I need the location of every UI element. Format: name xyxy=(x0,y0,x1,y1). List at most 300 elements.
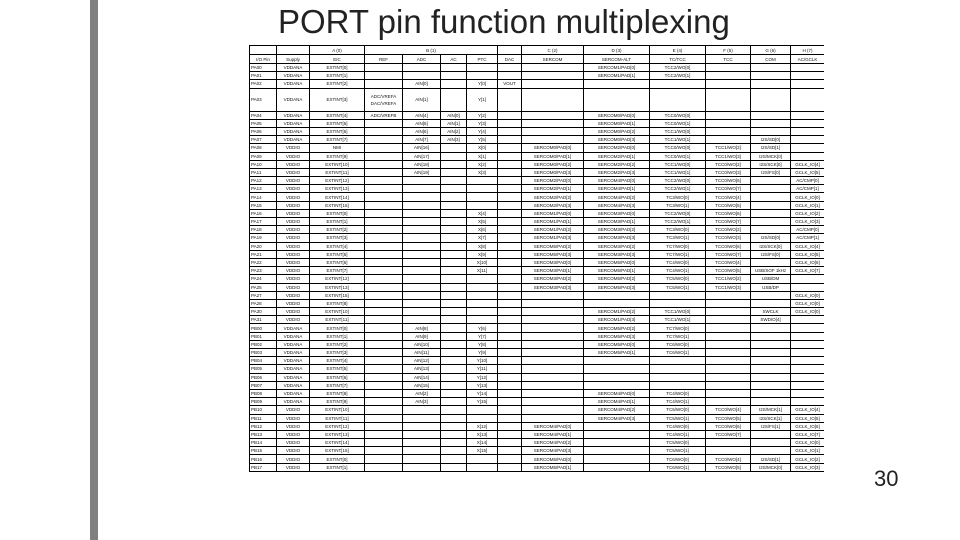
table-cell: VDDIO xyxy=(277,177,310,185)
pin-cell: PB06 xyxy=(250,373,277,381)
table-cell xyxy=(441,275,467,283)
table-cell: SWDIO[4] xyxy=(751,316,791,324)
table-cell xyxy=(441,193,467,201)
table-cell: TC6/WO[0] xyxy=(650,340,706,348)
table-cell: EXTINT[13] xyxy=(310,185,365,193)
table-cell: VDDANA xyxy=(277,332,310,340)
table-cell xyxy=(498,218,522,226)
table-cell xyxy=(365,127,403,135)
table-cell: VDDANA xyxy=(277,324,310,332)
table-cell: TC5/WO[0] xyxy=(650,439,706,447)
pin-cell: PA08 xyxy=(250,144,277,152)
table-cell: SERCOM4/PAD[0] xyxy=(584,389,650,397)
table-cell: GCLK_IO[4] xyxy=(791,406,824,414)
table-cell xyxy=(441,308,467,316)
table-cell xyxy=(441,373,467,381)
table-cell: AIN[6] xyxy=(403,127,441,135)
table-cell: TCC0/WO[7] xyxy=(706,185,751,193)
table-row xyxy=(250,119,825,127)
table-cell: TCC1/WO[2] xyxy=(706,275,751,283)
table-cell xyxy=(706,357,751,365)
table-cell: ADC/VREFA DAC/VREFA xyxy=(365,88,403,111)
table-cell xyxy=(498,64,522,72)
table-cell: Y[11] xyxy=(467,365,498,373)
table-cell: EXTINT[13] xyxy=(310,430,365,438)
pin-cell: PA24 xyxy=(250,275,277,283)
table-cell: TCC1/WO[3] xyxy=(706,283,751,291)
table-cell: ADC/VREFB xyxy=(365,111,403,119)
pin-cell: PA09 xyxy=(250,152,277,160)
table-row xyxy=(250,357,825,365)
table-cell xyxy=(751,439,791,447)
table-cell: AIN[4] xyxy=(403,111,441,119)
table-cell xyxy=(365,119,403,127)
pin-cell: PB10 xyxy=(250,406,277,414)
table-cell xyxy=(522,299,584,307)
table-cell xyxy=(498,119,522,127)
table-cell xyxy=(498,357,522,365)
table-cell xyxy=(403,185,441,193)
table-cell: SERCOM5/PAD[2] xyxy=(584,275,650,283)
table-cell: EXTINT[4] xyxy=(310,242,365,250)
table-cell: EXTINT[8] xyxy=(310,389,365,397)
pin-cell: PA01 xyxy=(250,72,277,80)
table-cell: SERCOM0/PAD[0] xyxy=(584,111,650,119)
table-cell xyxy=(365,439,403,447)
table-cell xyxy=(467,72,498,80)
table-cell: SERCOM5/PAD[1] xyxy=(584,267,650,275)
table-cell: EXTINT[2] xyxy=(310,340,365,348)
table-row xyxy=(250,365,825,373)
table-cell: VDDIO xyxy=(277,291,310,299)
table-cell xyxy=(706,389,751,397)
table-row xyxy=(250,127,825,135)
table-cell: EXTINT[12] xyxy=(310,422,365,430)
table-cell: X[7] xyxy=(467,234,498,242)
table-cell xyxy=(365,398,403,406)
table-cell: EXTINT[2] xyxy=(310,80,365,88)
table-cell xyxy=(441,291,467,299)
table-cell xyxy=(791,127,824,135)
table-cell: TC6/WO[1] xyxy=(650,349,706,357)
table-cell xyxy=(365,283,403,291)
page-number: 30 xyxy=(874,466,899,491)
table-cell xyxy=(441,324,467,332)
table-row xyxy=(250,160,825,168)
table-cell: AC/CMP[0] xyxy=(791,177,824,185)
table-cell: SERCOM0/PAD[3] xyxy=(522,168,584,176)
table-row xyxy=(250,177,825,185)
table-cell xyxy=(365,258,403,266)
pin-cell: PB09 xyxy=(250,398,277,406)
table-cell xyxy=(791,349,824,357)
table-cell: VDDIO xyxy=(277,185,310,193)
table-row xyxy=(250,381,825,389)
table-cell: SERCOM1/PAD[1] xyxy=(584,72,650,80)
table-cell: GCLK_IO[1] xyxy=(791,201,824,209)
table-cell: VDDIO xyxy=(277,267,310,275)
table-cell: SERCOM2/PAD[2] xyxy=(584,160,650,168)
table-cell: GCLK_IO[5] xyxy=(791,250,824,258)
column-header: REF xyxy=(365,55,403,64)
table-cell xyxy=(584,455,650,463)
table-cell: AIN[2] xyxy=(441,127,467,135)
group-header: E (4) xyxy=(650,46,706,55)
table-cell: GCLK_IO[3] xyxy=(791,218,824,226)
table-row xyxy=(250,349,825,357)
table-cell xyxy=(498,209,522,217)
group-header: B (1) xyxy=(365,46,498,55)
table-cell: AIN[12] xyxy=(403,357,441,365)
table-cell xyxy=(791,332,824,340)
table-cell xyxy=(365,414,403,422)
table-cell: SERCOM4/PAD[0] xyxy=(584,177,650,185)
table-cell: I2S/FS[0] xyxy=(751,250,791,258)
table-cell: VDDIO xyxy=(277,463,310,471)
table-row xyxy=(250,463,825,471)
column-header: COM xyxy=(751,55,791,64)
table-cell xyxy=(467,406,498,414)
table-row xyxy=(250,152,825,160)
table-cell xyxy=(706,373,751,381)
table-container xyxy=(249,45,824,540)
left-accent-bar xyxy=(90,0,98,540)
table-cell xyxy=(403,430,441,438)
table-cell xyxy=(498,185,522,193)
table-cell xyxy=(365,226,403,234)
table-row xyxy=(250,455,825,463)
table-cell: AC/CMP[1] xyxy=(791,234,824,242)
table-cell xyxy=(498,349,522,357)
pin-cell: PB15 xyxy=(250,447,277,455)
table-cell: TC4/WO[0] xyxy=(650,258,706,266)
table-cell xyxy=(403,463,441,471)
table-cell: TCC0/WO[0] xyxy=(650,111,706,119)
table-cell xyxy=(650,291,706,299)
table-cell: EXTINT[6] xyxy=(310,258,365,266)
table-cell xyxy=(365,242,403,250)
table-cell: TCC0/WO[2] xyxy=(706,226,751,234)
table-cell: VDDIO xyxy=(277,406,310,414)
table-cell xyxy=(441,72,467,80)
table-cell: Y[4] xyxy=(467,127,498,135)
table-cell: AIN[0] xyxy=(403,80,441,88)
table-cell xyxy=(791,340,824,348)
table-cell: AIN[5] xyxy=(403,119,441,127)
table-cell xyxy=(403,316,441,324)
table-cell: VDDIO xyxy=(277,201,310,209)
table-cell: TC6/WO[0] xyxy=(650,455,706,463)
table-cell xyxy=(791,80,824,88)
table-cell xyxy=(791,88,824,111)
table-cell xyxy=(441,234,467,242)
pin-cell: PA03 xyxy=(250,88,277,111)
pin-cell: PA06 xyxy=(250,127,277,135)
table-cell xyxy=(751,72,791,80)
table-cell: SERCOM0/PAD[1] xyxy=(584,119,650,127)
table-cell xyxy=(522,332,584,340)
pin-cell: PB08 xyxy=(250,389,277,397)
table-cell xyxy=(522,291,584,299)
table-cell xyxy=(498,422,522,430)
column-header: TCC xyxy=(706,55,751,64)
table-cell: USB/SOF 1kHz xyxy=(751,267,791,275)
table-cell: SERCOM4/PAD[2] xyxy=(584,193,650,201)
table-cell: I2S/SCK[0] xyxy=(751,242,791,250)
pin-cell: PA16 xyxy=(250,209,277,217)
table-cell: VDDANA xyxy=(277,136,310,144)
table-cell: EXTINT[11] xyxy=(310,316,365,324)
table-cell xyxy=(751,258,791,266)
table-cell xyxy=(584,299,650,307)
table-cell xyxy=(584,422,650,430)
table-cell: EXTINT[13] xyxy=(310,283,365,291)
column-header: I/O Pin xyxy=(250,55,277,64)
pin-cell: PB14 xyxy=(250,439,277,447)
table-cell xyxy=(791,316,824,324)
table-row xyxy=(250,242,825,250)
pin-cell: PA18 xyxy=(250,226,277,234)
table-cell xyxy=(403,439,441,447)
pin-cell: PA27 xyxy=(250,291,277,299)
table-cell: TC4/WO[0] xyxy=(650,389,706,397)
table-cell xyxy=(751,357,791,365)
pin-cell: PA02 xyxy=(250,80,277,88)
table-cell: SERCOM3/PAD[0] xyxy=(584,209,650,217)
table-row xyxy=(250,168,825,176)
table-cell: I2S/SCK[1] xyxy=(751,414,791,422)
table-cell: Y[8] xyxy=(467,340,498,348)
table-cell xyxy=(403,283,441,291)
column-header: PTC xyxy=(467,55,498,64)
table-cell: X[11] xyxy=(467,267,498,275)
table-cell xyxy=(498,242,522,250)
group-header xyxy=(498,46,522,55)
table-cell: EXTINT[0] xyxy=(310,209,365,217)
table-cell xyxy=(441,332,467,340)
table-cell xyxy=(791,381,824,389)
table-cell xyxy=(467,275,498,283)
table-cell xyxy=(751,88,791,111)
table-cell: VDDIO xyxy=(277,422,310,430)
table-cell: VDDANA xyxy=(277,365,310,373)
table-cell xyxy=(441,209,467,217)
table-cell xyxy=(441,406,467,414)
table-cell xyxy=(365,406,403,414)
table-cell: TC4/WO[1] xyxy=(650,398,706,406)
table-cell xyxy=(498,160,522,168)
table-cell xyxy=(522,373,584,381)
page-title: PORT pin function multiplexing xyxy=(278,3,730,40)
table-cell: GCLK_IO[0] xyxy=(791,193,824,201)
table-cell xyxy=(365,349,403,357)
column-header: SERCOM-ALT xyxy=(584,55,650,64)
table-cell xyxy=(498,430,522,438)
pin-cell: PB02 xyxy=(250,340,277,348)
table-cell xyxy=(706,365,751,373)
table-cell xyxy=(791,64,824,72)
pin-cell: PA30 xyxy=(250,308,277,316)
pin-cell: PB11 xyxy=(250,414,277,422)
table-cell xyxy=(365,177,403,185)
table-cell: I2S/MCK[1] xyxy=(751,406,791,414)
pin-cell: PB12 xyxy=(250,422,277,430)
table-cell xyxy=(522,365,584,373)
table-row xyxy=(250,250,825,258)
table-cell: AIN[7] xyxy=(403,136,441,144)
table-cell: TC6/WO[1] xyxy=(650,463,706,471)
table-cell xyxy=(441,414,467,422)
table-cell xyxy=(498,250,522,258)
table-cell: Y[1] xyxy=(467,88,498,111)
table-cell xyxy=(403,299,441,307)
table-cell: TC5/WO[0] xyxy=(650,275,706,283)
table-cell xyxy=(403,242,441,250)
table-cell xyxy=(365,430,403,438)
table-cell: TCC0/WO[4] xyxy=(706,406,751,414)
table-cell: GCLK_IO[1] xyxy=(791,447,824,455)
table-cell: VDDIO xyxy=(277,414,310,422)
table-cell: GCLK_IO[7] xyxy=(791,267,824,275)
table-cell xyxy=(365,201,403,209)
table-cell: SERCOM2/PAD[3] xyxy=(522,201,584,209)
group-header: F (5) xyxy=(706,46,751,55)
table-row xyxy=(250,308,825,316)
table-cell: TCC0/WO[6] xyxy=(706,242,751,250)
table-cell: SERCOM5/PAD[2] xyxy=(584,324,650,332)
table-cell xyxy=(706,308,751,316)
table-row xyxy=(250,275,825,283)
table-cell: SERCOM3/PAD[2] xyxy=(584,226,650,234)
table-cell: SERCOM1/PAD[3] xyxy=(584,316,650,324)
table-row xyxy=(250,193,825,201)
table-cell: SERCOM1/PAD[2] xyxy=(584,308,650,316)
table-cell xyxy=(441,447,467,455)
table-cell xyxy=(498,144,522,152)
table-cell xyxy=(522,127,584,135)
table-row xyxy=(250,324,825,332)
group-header: G (6) xyxy=(751,46,791,55)
table-cell xyxy=(498,111,522,119)
table-cell xyxy=(498,365,522,373)
table-cell xyxy=(522,72,584,80)
table-cell xyxy=(498,447,522,455)
table-cell: VDDIO xyxy=(277,283,310,291)
table-cell xyxy=(791,275,824,283)
table-cell xyxy=(467,455,498,463)
table-cell xyxy=(706,439,751,447)
column-header: AC/GCLK xyxy=(791,55,824,64)
table-row xyxy=(250,144,825,152)
pin-cell: PA21 xyxy=(250,250,277,258)
table-cell: AC/CMP[0] xyxy=(791,226,824,234)
table-cell: TCC0/WO[3] xyxy=(706,234,751,242)
pin-cell: PB13 xyxy=(250,430,277,438)
table-cell: I2S/SD[1] xyxy=(751,144,791,152)
table-cell xyxy=(498,168,522,176)
table-cell: VDDIO xyxy=(277,439,310,447)
table-cell: EXTINT[14] xyxy=(310,439,365,447)
table-cell: SERCOM5/PAD[1] xyxy=(584,349,650,357)
table-cell: EXTINT[3] xyxy=(310,88,365,111)
table-cell xyxy=(751,177,791,185)
table-cell xyxy=(706,381,751,389)
table-cell xyxy=(498,177,522,185)
table-cell xyxy=(365,463,403,471)
table-cell: TCC0/WO[4] xyxy=(706,258,751,266)
table-row xyxy=(250,291,825,299)
table-cell xyxy=(498,193,522,201)
table-cell: X[4] xyxy=(467,209,498,217)
table-cell xyxy=(751,349,791,357)
table-cell xyxy=(403,72,441,80)
table-cell: VDDANA xyxy=(277,127,310,135)
table-cell xyxy=(365,316,403,324)
table-cell xyxy=(751,193,791,201)
table-cell: TCC2/WO[1] xyxy=(650,185,706,193)
table-cell: TC5/WO[1] xyxy=(650,447,706,455)
table-cell xyxy=(467,283,498,291)
table-cell xyxy=(403,422,441,430)
table-cell: Y[7] xyxy=(467,332,498,340)
table-cell xyxy=(441,422,467,430)
table-cell xyxy=(791,398,824,406)
table-cell: I2S/SD[1] xyxy=(751,455,791,463)
table-cell: SERCOM3/PAD[0] xyxy=(522,258,584,266)
table-cell xyxy=(751,119,791,127)
table-cell: VDDIO xyxy=(277,275,310,283)
table-cell xyxy=(441,389,467,397)
table-cell xyxy=(365,291,403,299)
table-cell: VDDIO xyxy=(277,258,310,266)
table-row xyxy=(250,422,825,430)
table-body xyxy=(250,64,825,472)
table-cell: SERCOM5/PAD[1] xyxy=(522,463,584,471)
table-cell xyxy=(467,185,498,193)
table-cell xyxy=(467,463,498,471)
table-row xyxy=(250,406,825,414)
table-cell: GCLK_IO[6] xyxy=(791,258,824,266)
table-cell: Y[12] xyxy=(467,373,498,381)
table-cell xyxy=(751,226,791,234)
table-row xyxy=(250,185,825,193)
table-cell xyxy=(365,234,403,242)
table-row xyxy=(250,414,825,422)
table-cell: SERCOM0/PAD[0] xyxy=(522,144,584,152)
table-cell xyxy=(498,316,522,324)
table-cell: X[2] xyxy=(467,160,498,168)
table-cell: TCC0/WO[3] xyxy=(706,168,751,176)
table-cell xyxy=(751,365,791,373)
table-cell xyxy=(365,152,403,160)
group-header: C (2) xyxy=(522,46,584,55)
table-cell xyxy=(522,324,584,332)
table-cell xyxy=(650,357,706,365)
table-cell xyxy=(467,291,498,299)
table-cell: EXTINT[4] xyxy=(310,357,365,365)
table-cell xyxy=(441,242,467,250)
table-cell xyxy=(498,234,522,242)
table-cell: EXTINT[8] xyxy=(310,299,365,307)
table-cell: EXTINT[7] xyxy=(310,136,365,144)
pin-cell: PA04 xyxy=(250,111,277,119)
table-cell xyxy=(522,406,584,414)
table-cell: AIN[16] xyxy=(403,144,441,152)
table-cell: EXTINT[7] xyxy=(310,267,365,275)
table-cell: VDDIO xyxy=(277,168,310,176)
table-cell xyxy=(467,316,498,324)
table-cell: VDDIO xyxy=(277,430,310,438)
